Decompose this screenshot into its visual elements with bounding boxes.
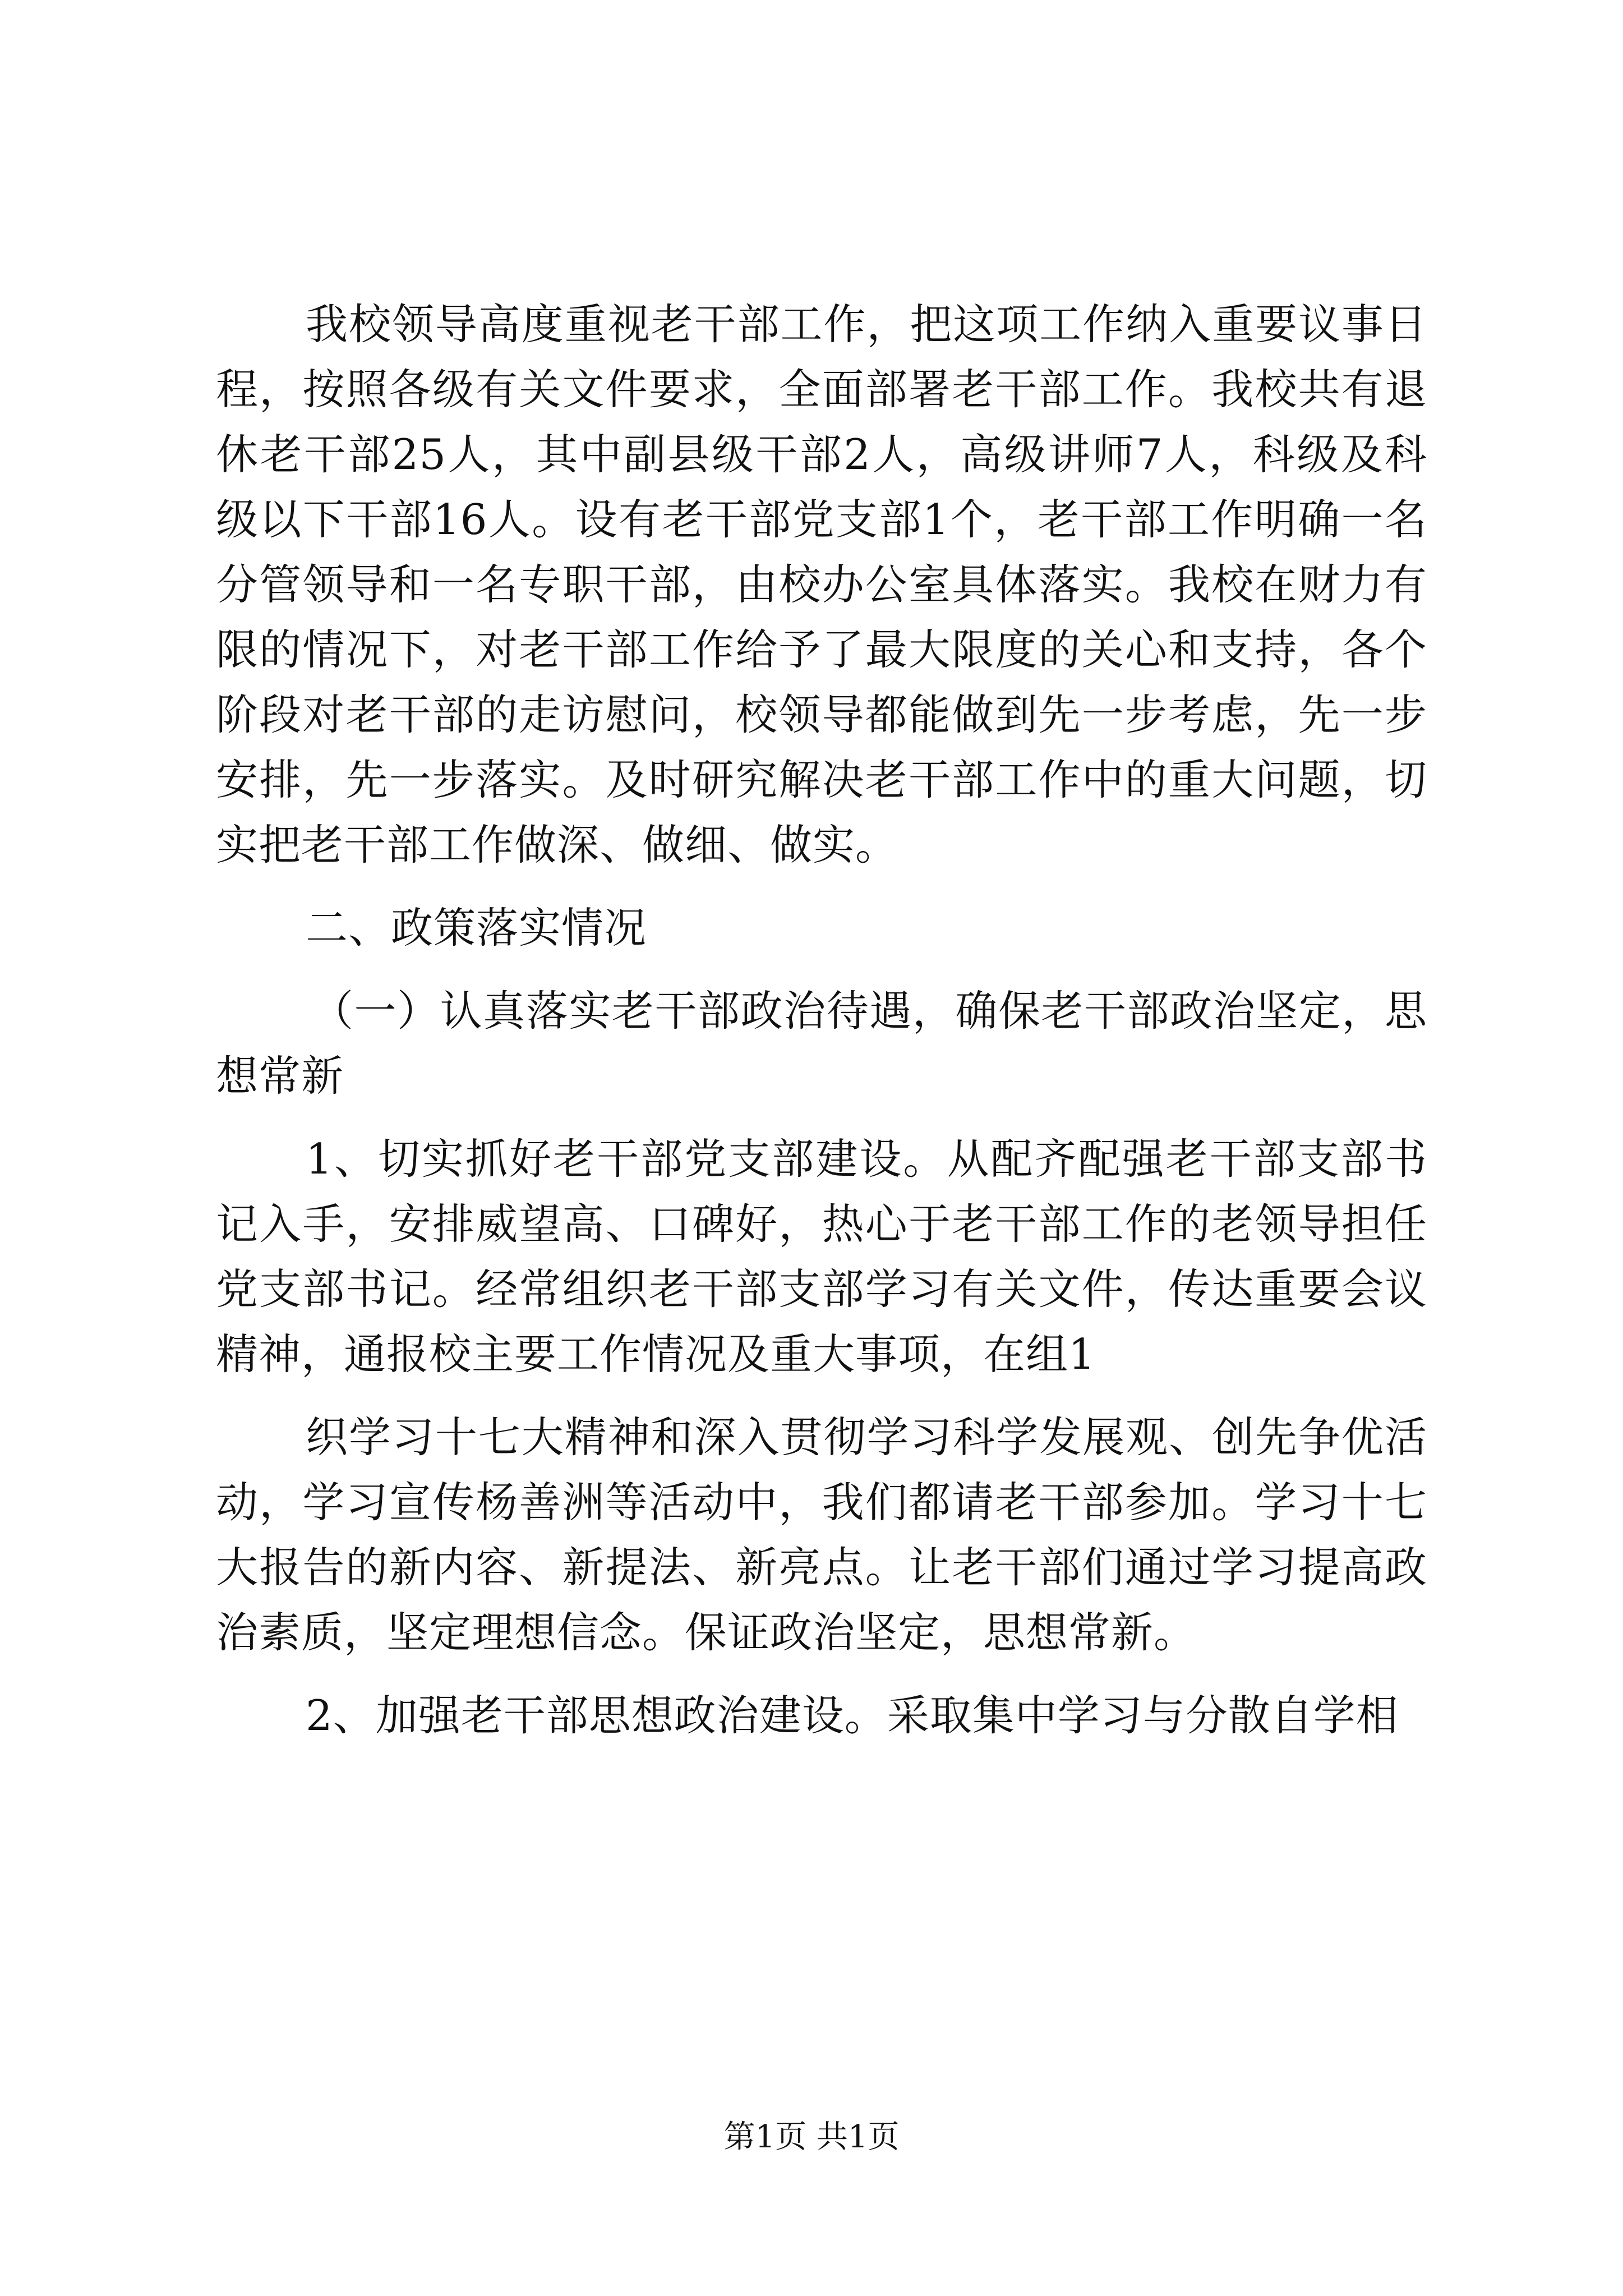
subsection-heading-political: （一）认真落实老干部政治待遇，确保老干部政治坚定，思想常新: [216, 986, 1427, 1101]
paragraph-party-branch: 1、切实抓好老干部党支部建设。从配齐配强老干部支部书记入手，安排威望高、口碑好，热心于老干部工作的老领导担任党支部书记。经常组织老干部支部学习有关文件，传达重要会议精神，通报校主要工作情况及重大事项，在组1: [216, 1134, 1427, 1379]
paragraph-study: 织学习十七大精神和深入贯彻学习科学发展观、创先争优活动，学习宣传杨善洲等活动中，我们都请老干部参加。学习十七大报告的新内容、新提法、新亮点。让老干部们通过学习提高政治素质，坚定理想信念。保证政治坚定，思想常新。: [216, 1412, 1427, 1657]
paragraph-intro: 我校领导高度重视老干部工作，把这项工作纳入重要议事日程，按照各级有关文件要求，全面部署老干部工作。我校共有退休老干部25人，其中副县级干部2人，高级讲师7人，科级及科级以下干部16人。设有老干部党支部1个，老干部工作明确一名分管领导和一名专职干部，由校办公室具体落实。我校在财力有限的情况下，对老干部工作给予了最大限度的关心和支持，各个阶段对老干部的走访慰问，校领导都能做到先一步考虑，先一步安排，先一步落实。及时研究解决老干部工作中的重大问题，切实把老干部工作做深、做细、做实。: [216, 300, 1427, 869]
page-footer: 第1页 共1页: [723, 2119, 900, 2155]
document-body: [216, 292, 1427, 1766]
paragraph-ideology: 2、加强老干部思想政治建设。采取集中学习与分散自学相: [306, 1691, 1399, 1740]
section-heading-policy: 二、政策落实情况: [306, 903, 647, 953]
